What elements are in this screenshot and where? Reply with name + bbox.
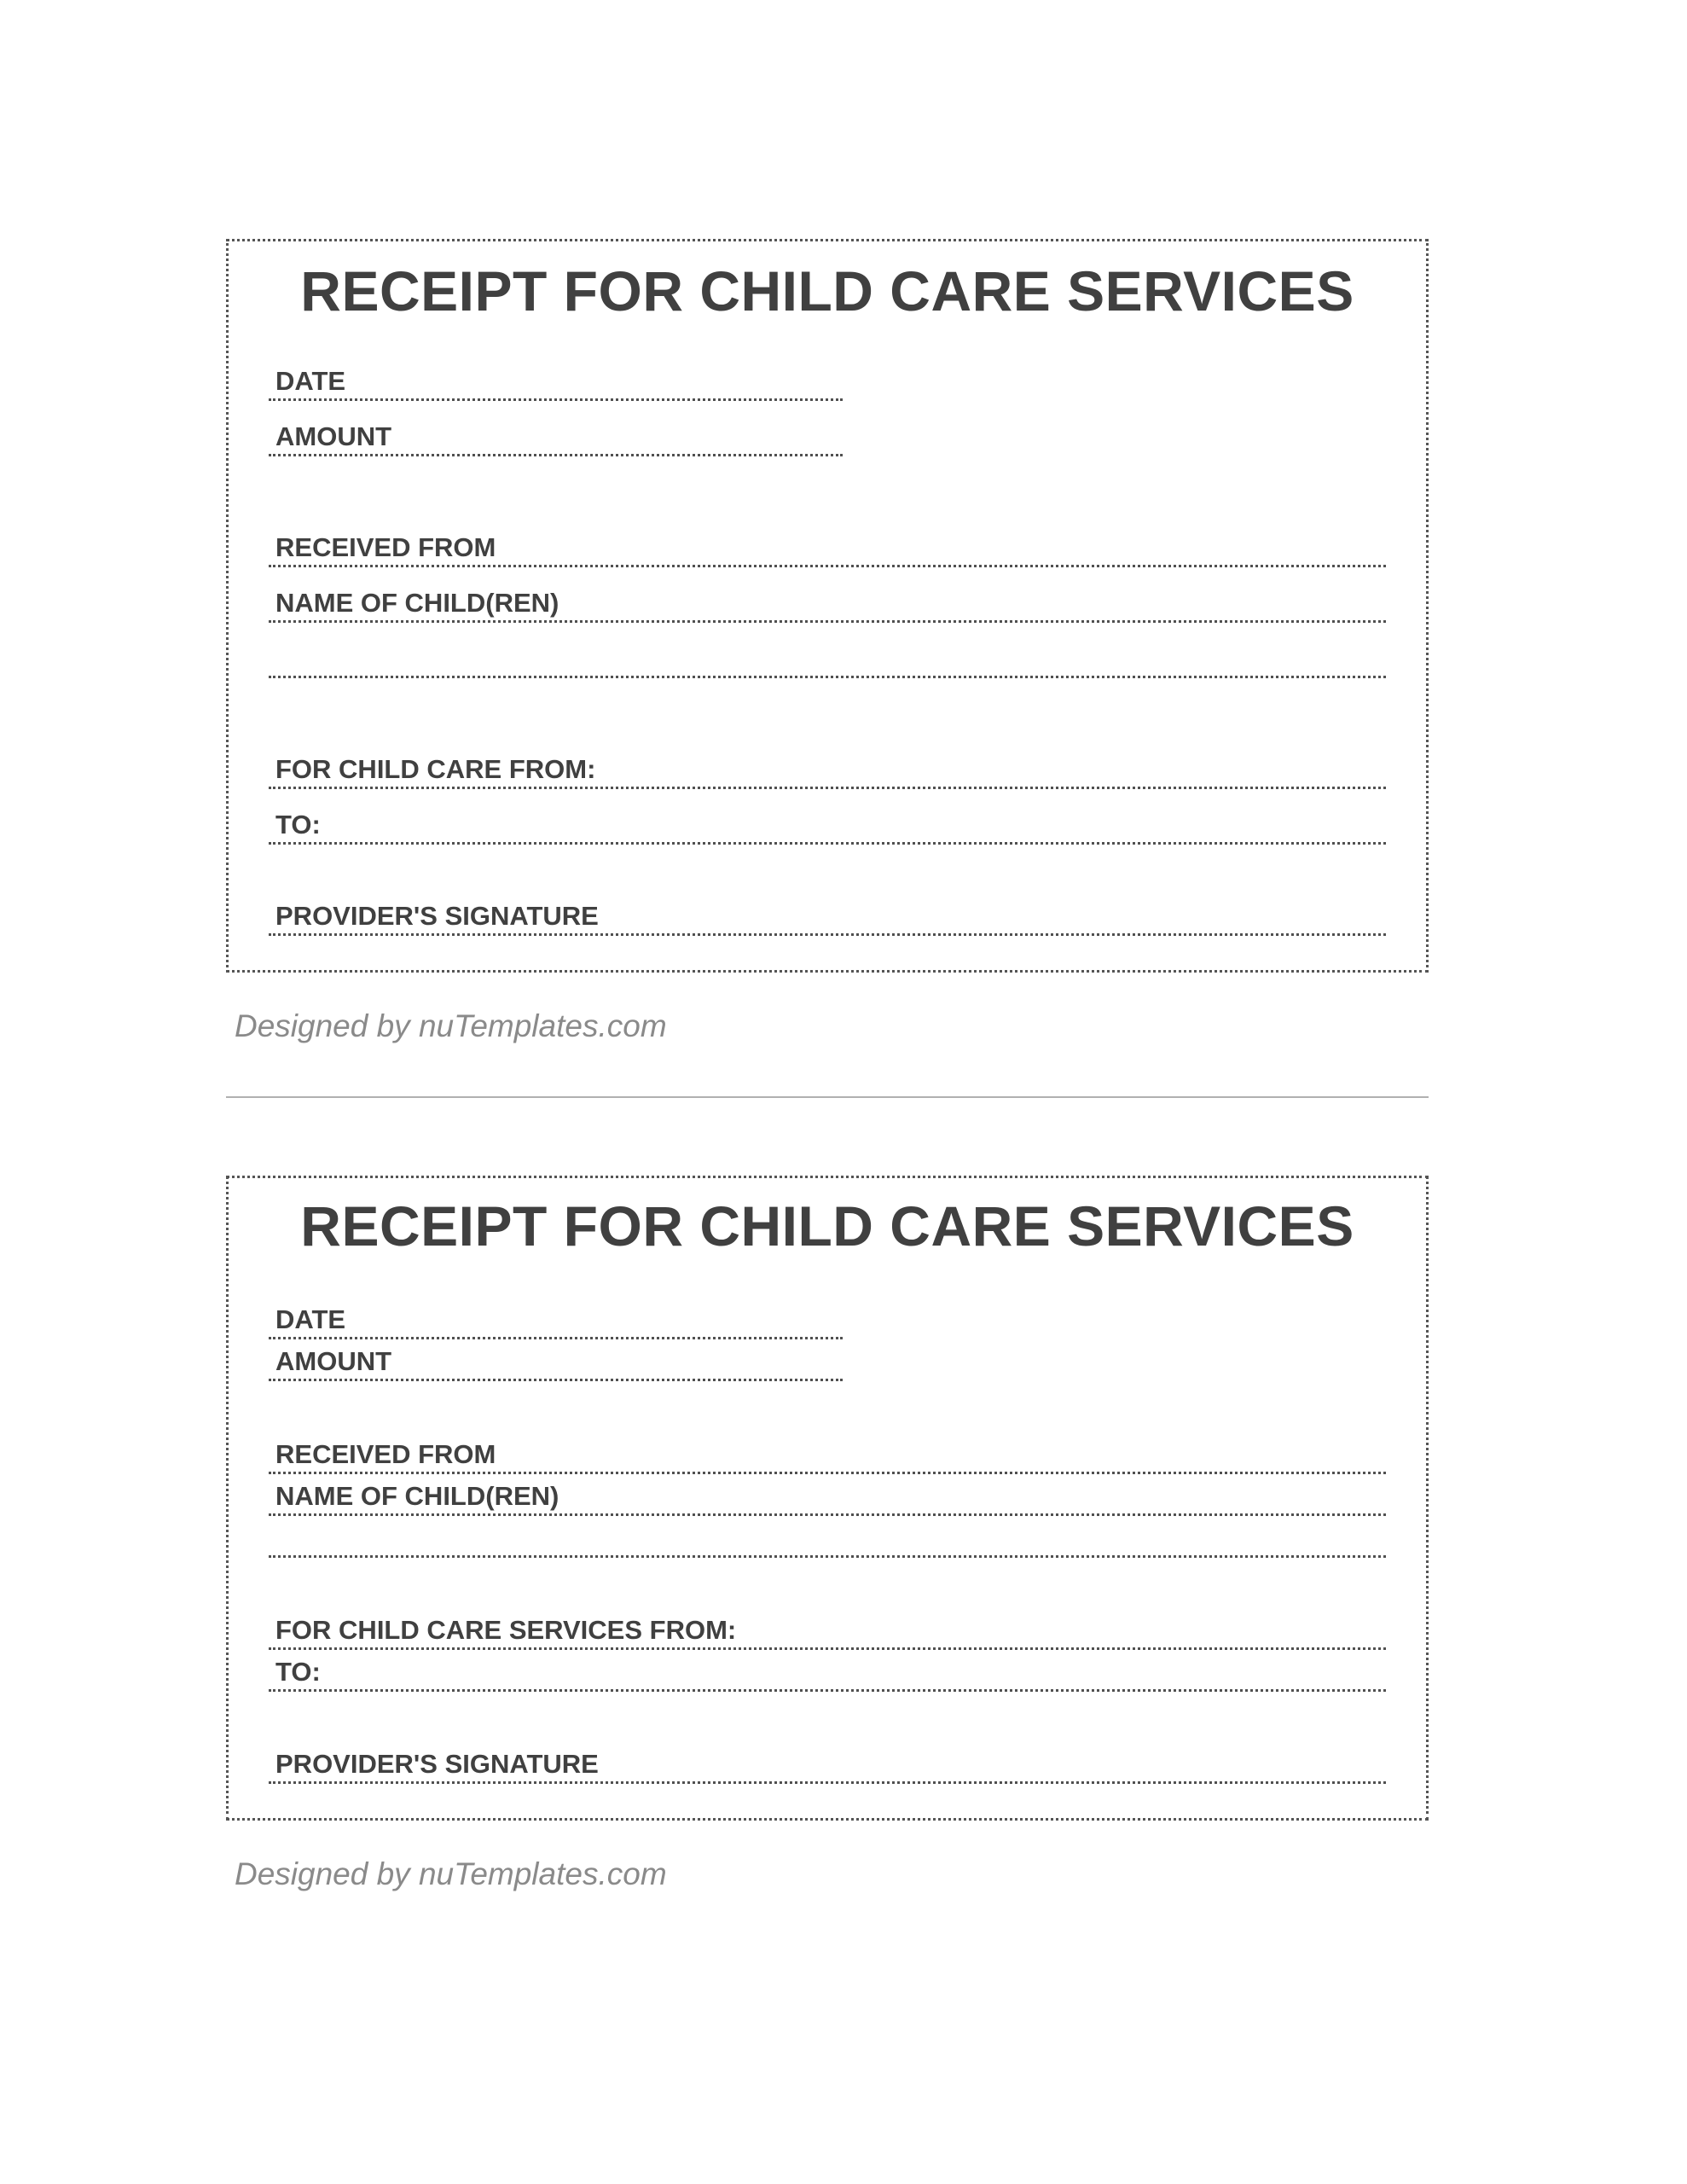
designer-credit: Designed by nuTemplates.com — [235, 1008, 667, 1043]
received-from-field[interactable] — [269, 1437, 1386, 1474]
care-to-label: TO: — [275, 1657, 321, 1687]
amount-field[interactable] — [269, 1344, 843, 1381]
care-to-label: TO: — [275, 810, 321, 839]
signature-field[interactable] — [269, 898, 1386, 936]
amount-label: AMOUNT — [275, 1346, 392, 1376]
date-label: DATE — [275, 366, 346, 396]
care-to-field[interactable] — [269, 1654, 1386, 1692]
received-from-field[interactable] — [269, 530, 1386, 567]
care-to-field[interactable] — [269, 807, 1386, 845]
date-label: DATE — [275, 1304, 346, 1334]
care-from-field[interactable] — [269, 1612, 1386, 1650]
child-names-field[interactable] — [269, 1478, 1386, 1516]
signature-label: PROVIDER'S SIGNATURE — [275, 1749, 599, 1779]
amount-field[interactable] — [269, 419, 843, 456]
care-from-label: FOR CHILD CARE SERVICES FROM: — [275, 1615, 737, 1645]
amount-label: AMOUNT — [275, 421, 392, 451]
care-from-label: FOR CHILD CARE FROM: — [275, 754, 596, 784]
child-names-label: NAME OF CHILD(REN) — [275, 1481, 559, 1511]
designer-credit: Designed by nuTemplates.com — [235, 1856, 667, 1891]
receipt-title: RECEIPT FOR CHILD CARE SERVICES — [300, 1194, 1354, 1258]
date-field[interactable] — [269, 1302, 843, 1339]
child-names-label: NAME OF CHILD(REN) — [275, 588, 559, 618]
received-from-label: RECEIVED FROM — [275, 532, 496, 562]
child-names-extra-line[interactable] — [269, 641, 1386, 678]
care-from-field[interactable] — [269, 752, 1386, 789]
signature-field[interactable] — [269, 1746, 1386, 1784]
child-names-extra-line[interactable] — [269, 1520, 1386, 1558]
date-field[interactable] — [269, 363, 843, 401]
cut-separator — [226, 1096, 1429, 1098]
receipt-card — [226, 1176, 1429, 1821]
signature-label: PROVIDER'S SIGNATURE — [275, 901, 599, 931]
child-names-field[interactable] — [269, 585, 1386, 623]
receipt-card — [226, 239, 1429, 973]
received-from-label: RECEIVED FROM — [275, 1439, 496, 1469]
receipt-title: RECEIPT FOR CHILD CARE SERVICES — [300, 259, 1354, 322]
